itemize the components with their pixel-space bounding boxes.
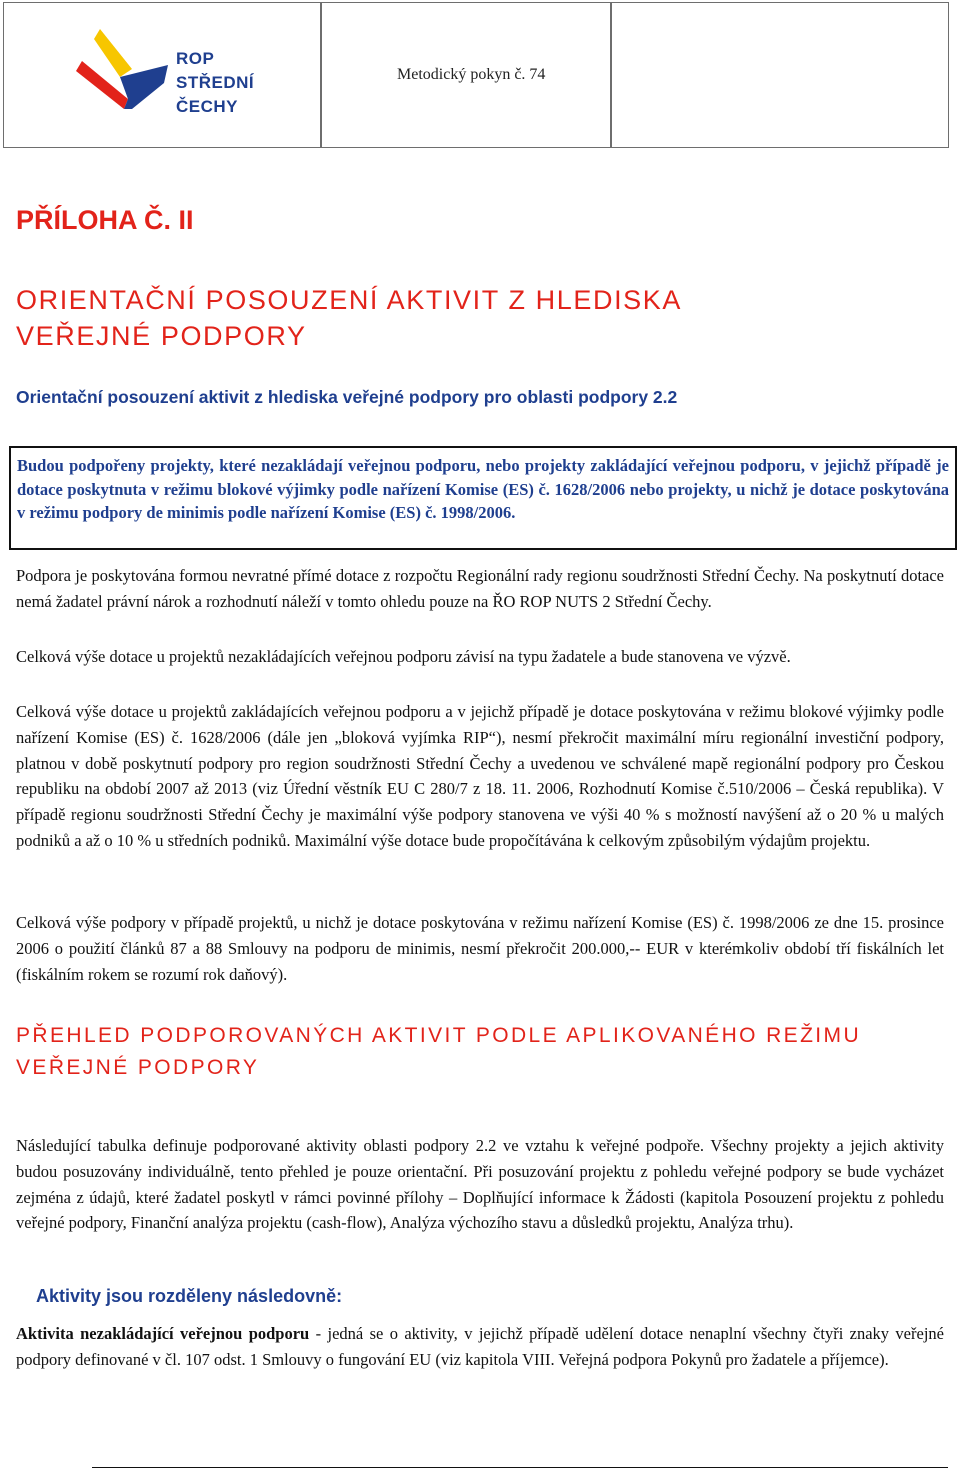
overview-heading-line-2: VEŘEJNÉ PODPORY [16, 1056, 260, 1079]
logo-wordmark [176, 47, 254, 119]
main-heading-line-1: ORIENTAČNÍ POSOUZENÍ AKTIVIT Z HLEDISKA [16, 285, 683, 315]
paragraph-block-exemption: Celková výše dotace u projektů zakládajících veřejnou podporu a v jejichž případě je dotace poskytována v režimu blokové výjimky podle nařízení Komise (ES) č. 1628/2006 (dále jen „bloková vyjímka RIP“), nesmí překročit maximální míru regionální investiční podpory, platnou v době poskytnutí podpory pro region soudržnosti Střední Čechy a uvedenou ve schválené mapě regionální podpory pro Českou republiku na období 2007 až 2013 (viz Úřední věstník EU C 280/7 z 18. 11. 2006, Rozhodnutí Komise č.510/2006 – Česká republika). V případě regionu soudržnosti Střední Čechy je maximální výše podpory stanovena ve výši 40 % s možností navýšení až o 20 % u malých podniků a až o 10 % u středních podniků. Maximální výše dotace bude propočítávána k celkovým způsobilým výdajům projektu. [16, 702, 944, 850]
paragraph-support-form: Podpora je poskytována formou nevratné přímé dotace z rozpočtu Regionální rady regionu soudržnosti Střední Čechy. Na poskytnutí dotace nemá žadatel právní nárok a rozhodnutí náleží v tomto ohledu pouze na ŘO ROP NUTS 2 Střední Čechy. [16, 566, 944, 611]
logo-line-2: STŘEDNÍ [176, 73, 255, 92]
overview-heading-line-1: PŘEHLED PODPOROVANÝCH AKTIVIT PODLE APLIKOVANÉHO REŽIMU [16, 1024, 862, 1047]
rop-logo-icon [72, 25, 172, 115]
header-empty-cell [611, 2, 949, 148]
paragraph-no-state-aid: Celková výše dotace u projektů nezakládajících veřejnou podporu závisí na typu žadatele a bude stanovena ve výzvě. [16, 647, 791, 666]
activity-description: - jedná se o aktivity, v jejichž případě udělení dotace nenaplní všechny čtyři znaky veřejné podpory definované v čl. 107 odst. 1 Smlouvy o fungování EU (viz kapitola VIII. Veřejná podpora Pokynů pro žadatele a příjemce). [16, 1324, 944, 1369]
logo-cell [3, 2, 321, 148]
paragraph-de-minimis: Celková výše podpory v případě projektů, u nichž je dotace poskytována v režimu nařízení Komise (ES) č. 1998/2006 ze dne 15. prosince 2006 o použití článků 87 a 88 Smlouvy na podporu de minimis, nesmí překročit 200.000,-- EUR v kterémkoliv období tří fiskálních let (fiskálním rokem se rozumí rok daňový). [16, 913, 944, 984]
logo-line-3: ČECHY [176, 97, 239, 116]
footer-divider [92, 1467, 948, 1468]
paragraph-activity-definition [16, 1321, 944, 1373]
logo-line-1: ROP [176, 49, 215, 68]
appendix-heading: PŘÍLOHA Č. II [16, 205, 194, 235]
main-heading [16, 282, 682, 354]
main-heading-line-2: VEŘEJNÉ PODPORY [16, 321, 307, 351]
paragraph-table-intro: Následující tabulka definuje podporované aktivity oblasti podpory 2.2 ve vztahu k veřejné podpoře. Všechny projekty a jejich aktivity budou posuzovány individuálně, tento přehled je pouze orientační. Při posuzování projektu z pohledu veřejné podpory se bude vycházet zejména z údajů, které žadatel poskytl v rámci povinné přílohy – Doplňující informace k Žádosti (kapitola Posouzení projektu z pohledu veřejné podpory, Finanční analýza projektu (cash-flow), Analýza výchozího stavu a důsledků projektu, Analýza trhu). [16, 1136, 944, 1233]
doc-title: Metodický pokyn č. 74 [397, 66, 546, 83]
activity-term: Aktivita nezakládající veřejnou podporu [16, 1324, 310, 1343]
doc-title-cell [321, 2, 611, 148]
summary-box-text: Budou podpořeny projekty, které nezakládají veřejnou podporu, nebo projekty zakládající veřejnou podporu, v jejichž případě je dotace poskytnuta v režimu blokové výjimky podle nařízení Komise (ES) č. 1628/2006 nebo projekty, u nichž je dotace poskytována v režimu podpory de minimis podle nařízení Komise (ES) č. 1998/2006. [17, 456, 949, 522]
page-header [3, 2, 949, 148]
subheading: Orientační posouzení aktivit z hlediska veřejné podpory pro oblasti podpory 2.2 [16, 387, 678, 407]
summary-box [9, 446, 957, 550]
activities-heading: Aktivity jsou rozděleny následovně: [36, 1286, 343, 1306]
overview-heading [16, 1020, 861, 1084]
